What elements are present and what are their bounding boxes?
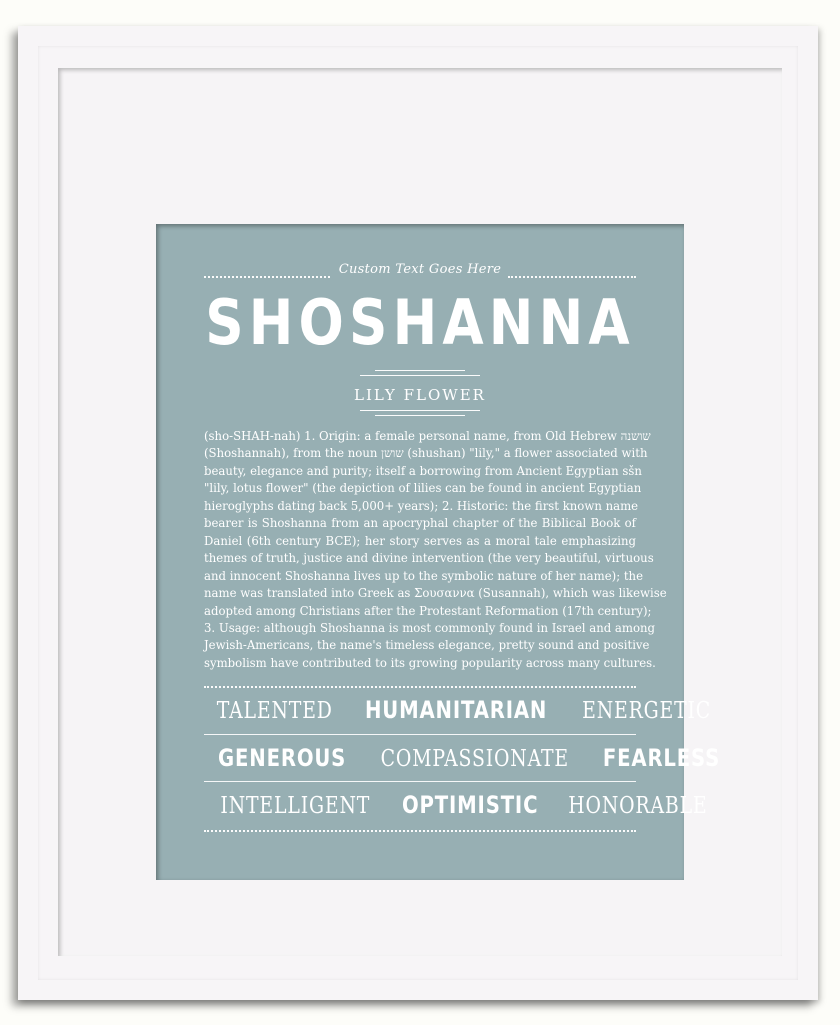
meaning-rule-bottom-2 (375, 415, 465, 416)
description-line: (sho-SHAH-nah) 1. Origin: a female personal name, from Old Hebrew שושנה (204, 429, 651, 443)
traits-divider-2 (204, 781, 636, 782)
description-line: bearer is Shoshanna from an apocryphal chapter of the Biblical Book of (204, 516, 636, 531)
description-line: 3. Usage: although Shoshanna is most commonly found in Israel and among (204, 620, 656, 635)
name-print (156, 224, 721, 880)
dotted-rule-traits-bottom (204, 830, 636, 832)
description-line: "lily, lotus flower" (the depiction of lilies can be found in ancient Egyptian (204, 481, 642, 496)
trait-word: OPTIMISTIC (401, 791, 538, 819)
description-line: (Shoshannah), from the noun שושן (shushan) "lily," a flower associated with (204, 446, 648, 461)
description-line: themes of truth, justice and divine intervention (the very beautiful, virtuous (204, 551, 654, 566)
trait-word: ENERGETIC (581, 698, 711, 724)
mat-board (58, 68, 782, 956)
trait-word: GENEROUS (218, 744, 347, 772)
trait-word: HUMANITARIAN (365, 696, 548, 724)
trait-word: COMPASSIONATE (380, 746, 570, 772)
picture-frame (18, 26, 818, 1000)
traits-row-2 (204, 744, 721, 772)
dotted-rule-left (204, 276, 330, 278)
trait-word: HONORABLE (568, 793, 708, 819)
description-line: and innocent Shoshanna lives up to the symbolic nature of her name); the (204, 568, 644, 583)
meaning-rule-top-1 (375, 370, 465, 371)
description-line: Jewish-Americans, the name's timeless elegance, pretty sound and positive (204, 638, 650, 653)
traits-divider-1 (204, 734, 636, 735)
custom-text: Custom Text Goes Here (338, 262, 502, 277)
name-description (204, 428, 667, 672)
print-name: SHOSHANNA (205, 286, 635, 359)
traits-row-1 (204, 696, 711, 724)
dotted-rule-traits-top (204, 686, 636, 688)
traits-row-3 (204, 791, 708, 819)
trait-word: FEARLESS (602, 744, 721, 772)
description-line: symbolism have contributed to its growing popularity across many cultures. (204, 655, 656, 670)
description-line: adopted among Christians after the Protestant Reformation (17th century); (204, 603, 652, 618)
description-line: hieroglyphs dating back 5,000+ years); 2. Historic: the first known name (204, 498, 639, 513)
description-line: Daniel (6th century BCE); her story serves as a moral tale emphasizing (204, 533, 636, 548)
dotted-rule-right (508, 276, 636, 278)
description-line: beauty, elegance and purity; itself a borrowing from Ancient Egyptian sšn (204, 463, 642, 478)
trait-word: INTELLIGENT (220, 793, 371, 819)
meaning-rule-bottom-1 (360, 410, 480, 411)
meaning-rule-top-2 (360, 375, 480, 376)
name-meaning: LILY FLOWER (354, 386, 486, 404)
trait-word: TALENTED (216, 698, 333, 724)
description-line: name was translated into Greek as Σουσαννα (Susannah), which was likewise (204, 586, 667, 601)
